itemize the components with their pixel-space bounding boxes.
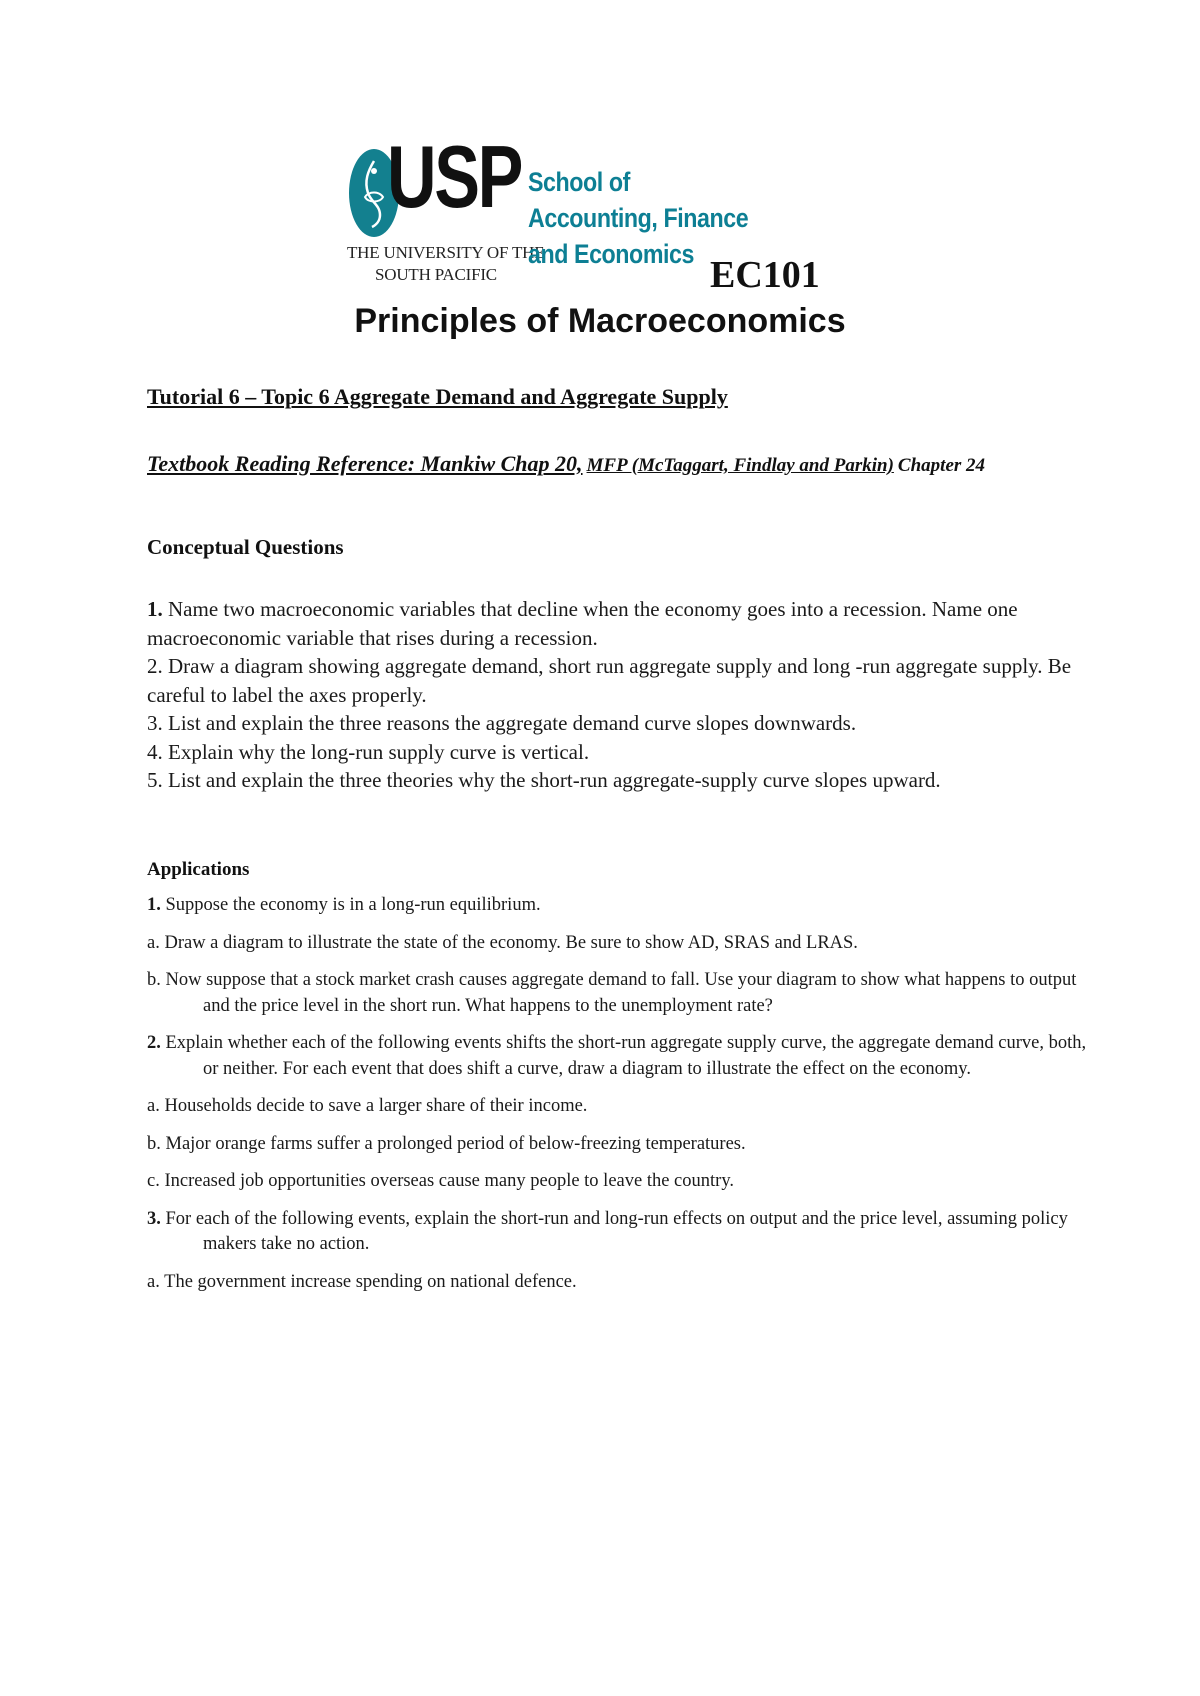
item-number: 2. [147, 654, 163, 678]
item-text: The government increase spending on national defence. [164, 1271, 577, 1292]
item-text: Draw a diagram to illustrate the state of the economy. Be sure to show AD, SRAS and LRAS. [164, 932, 858, 953]
item-text: Increased job opportunities overseas cause many people to leave the country. [164, 1171, 734, 1191]
applications-list [147, 893, 1087, 1307]
item-number: 5. [147, 768, 163, 792]
item-number: b. [147, 970, 161, 990]
item-number: 1. [147, 895, 161, 915]
course-title: Principles of Macroeconomics [354, 302, 846, 340]
list-item [147, 1207, 1087, 1258]
list-item [147, 1270, 1087, 1296]
item-text: Suppose the economy is in a long-run equilibrium. [165, 895, 541, 915]
list-item [147, 652, 1087, 709]
item-number: 2. [147, 1033, 161, 1053]
list-item [147, 968, 1087, 1019]
textbook-reference-main: Textbook Reading Reference: Mankiw Chap 20, [147, 451, 583, 476]
item-number: a. [147, 1271, 160, 1292]
textbook-reference-mfp: MFP (McTaggart, Findlay and Parkin) [586, 455, 894, 476]
item-text: Now suppose that a stock market crash causes aggregate demand to fall. Use your diagram to show what happens to output and the price level in the short run. What happens to the unemployment rate? [165, 970, 1077, 1016]
list-item [147, 709, 1087, 738]
textbook-reference-chapter: Chapter 24 [897, 455, 986, 476]
list-item [147, 595, 1087, 652]
item-text: Explain whether each of the following events shifts the short-run aggregate supply curve, the aggregate demand curve, both, or neither. For each event that does shift a curve, draw a diagram to illustrate the effect on the economy. [165, 1033, 1087, 1079]
course-code: EC101 [710, 254, 820, 296]
item-number: a. [147, 932, 160, 953]
item-text: Name two macroeconomic variables that decline when the economy goes into a recession. Name one macroeconomic variable that rises during a recession. [147, 597, 1018, 650]
item-text: Households decide to save a larger share of their income. [164, 1096, 588, 1116]
list-item [147, 1132, 1087, 1158]
university-name-line2: SOUTH PACIFIC [375, 265, 497, 284]
school-name-line3: and Economics [528, 239, 695, 269]
university-name-line1: THE UNIVERSITY OF THE [347, 243, 545, 262]
item-text: List and explain the three reasons the aggregate demand curve slopes downwards. [168, 711, 857, 735]
conceptual-questions-list [147, 595, 1087, 795]
item-number: 1. [147, 597, 163, 621]
list-item [147, 931, 1087, 957]
list-item [147, 738, 1087, 767]
list-item [147, 893, 1087, 919]
list-item [147, 766, 1087, 795]
textbook-reference [147, 449, 1047, 481]
list-item [147, 1169, 1087, 1195]
item-text: Major orange farms suffer a prolonged period of below-freezing temperatures. [165, 1133, 746, 1154]
school-name-line2: Accounting, Finance [528, 203, 749, 233]
tutorial-title: Tutorial 6 – Topic 6 Aggregate Demand and Aggregate Supply [147, 384, 728, 409]
item-text: For each of the following events, explain the short-run and long-run effects on output and the price level, assuming policy makers take no action. [165, 1208, 1068, 1254]
conceptual-questions-heading: Conceptual Questions [147, 535, 344, 559]
item-number: b. [147, 1133, 161, 1154]
usp-logo [347, 127, 749, 292]
school-name-line1: School of [528, 167, 630, 197]
usp-wordmark: USP [387, 127, 522, 226]
item-number: 3. [147, 1208, 161, 1229]
applications-heading: Applications [147, 859, 250, 880]
list-item [147, 1094, 1087, 1120]
item-number: a. [147, 1096, 160, 1116]
list-item [147, 1031, 1087, 1082]
item-text: Draw a diagram showing aggregate demand, short run aggregate supply and long -run aggregate supply. Be careful to label the axes properly. [147, 654, 1072, 707]
item-text: Explain why the long-run supply curve is vertical. [168, 739, 590, 764]
item-number: c. [147, 1171, 160, 1191]
item-number: 4. [147, 739, 163, 764]
item-number: 3. [147, 711, 163, 735]
item-text: List and explain the three theories why the short-run aggregate-supply curve slopes upward. [168, 768, 941, 792]
